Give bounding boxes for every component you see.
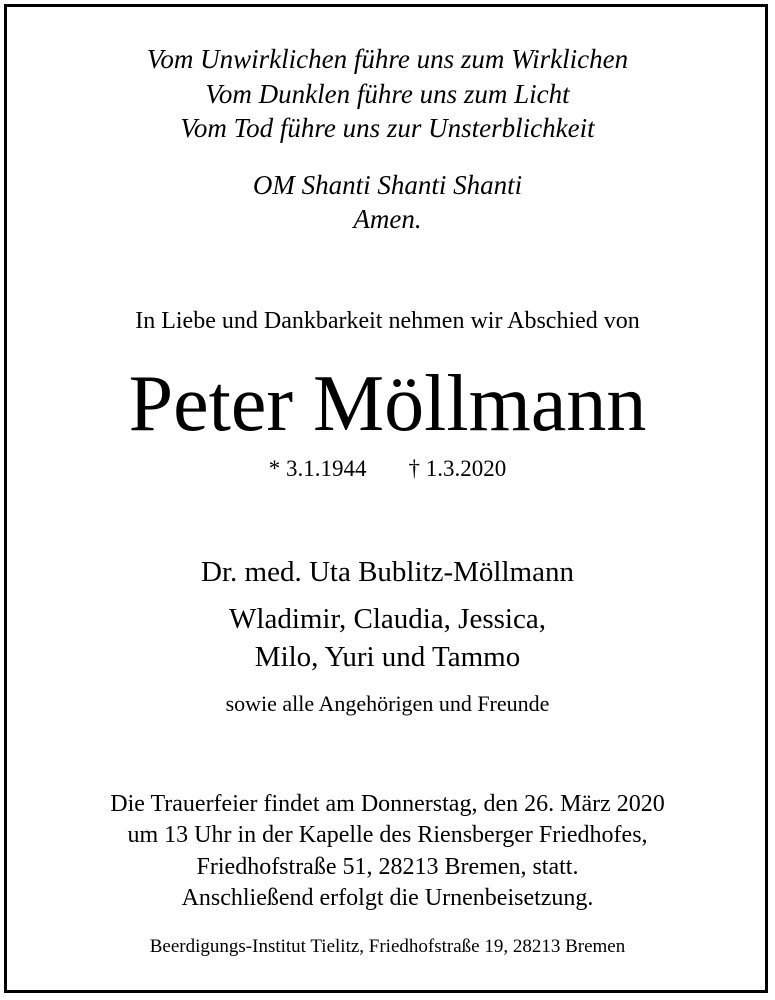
life-dates — [0, 457, 775, 480]
mantra: OM Shanti Shanti Shanti — [252, 170, 523, 200]
amen: Amen. — [353, 204, 422, 234]
mourner-family-line-1: Wladimir, Claudia, Jessica, — [229, 603, 546, 635]
service-line-2: um 13 Uhr in der Kapelle des Riensberger Friedhofes, — [127, 822, 648, 848]
funeral-home: Beerdigungs-Institut Tielitz, Friedhofstraße 19, 28213 Bremen — [149, 936, 626, 957]
birth-date: * 3.1.1944 — [268, 456, 367, 481]
deceased-name: Peter Möllmann — [128, 360, 647, 448]
mourner-others: sowie alle Angehörigen und Freunde — [225, 691, 550, 716]
service-line-3: Friedhofstraße 51, 28213 Bremen, statt. — [196, 854, 579, 880]
quote-line-2: Vom Dunklen führe uns zum Licht — [205, 79, 570, 109]
mourner-family-line-2: Milo, Yuri und Tammo — [254, 641, 521, 673]
death-date: † 1.3.2020 — [408, 456, 507, 481]
intro-text: In Liebe und Dankbarkeit nehmen wir Abschied von — [135, 308, 640, 334]
quote-line-3: Vom Tod führe uns zur Unsterblichkeit — [180, 113, 595, 143]
service-line-4: Anschließend erfolgt die Urnenbeisetzung. — [181, 885, 594, 911]
quote-line-1: Vom Unwirklichen führe uns zum Wirklichen — [146, 44, 629, 74]
service-line-1: Die Trauerfeier findet am Donnerstag, den 26. März 2020 — [110, 791, 665, 817]
mourner-spouse: Dr. med. Uta Bublitz-Möllmann — [201, 556, 574, 588]
